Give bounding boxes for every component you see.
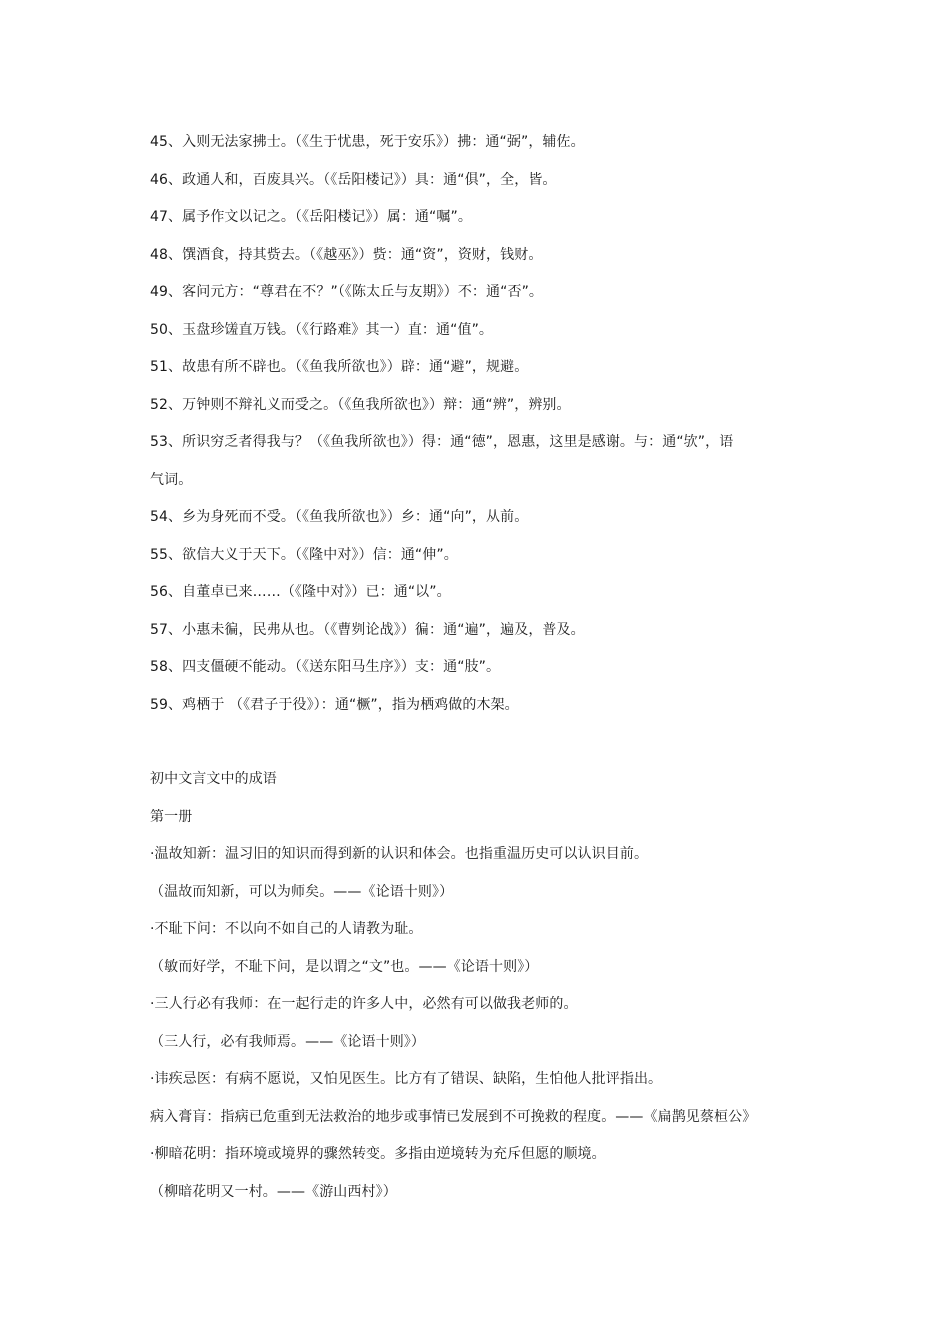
idiom-line: ·温故知新：温习旧的知识而得到新的认识和体会。也指重温历史可以认识目前。 — [150, 846, 649, 862]
list-item: 58、四支僵硬不能动。（《送东阳马生序》）支：通“肢”。 — [150, 659, 501, 675]
list-item: 50、玉盘珍馐直万钱。（《行路难》其一）直：通“值”。 — [150, 321, 494, 338]
list-item: 53、所识穷乏者得我与？（《鱼我所欲也》）得：通“德”，恩惠，这里是感谢。与：通“欤”，语 — [150, 434, 734, 450]
list-item: 46、政通人和，百废具兴。（《岳阳楼记》）具：通“俱”，全，皆。 — [150, 171, 557, 188]
list-item: 51、故患有所不辟也。（《鱼我所欲也》）辟：通“避”，规避。 — [150, 359, 529, 375]
section-spacer — [150, 724, 800, 761]
list-item: 57、小惠未徧，民弗从也。（《曹刿论战》）徧：通“遍”，遍及，普及。 — [150, 621, 585, 638]
document-page — [150, 124, 800, 1211]
list-item: 55、欲信大义于天下。（《隆中对》）信：通“伸”。 — [150, 546, 458, 563]
idiom-source-line: （三人行，必有我师焉。——《论语十则》） — [150, 1033, 425, 1050]
list-item: 49、客问元方：“尊君在不？”（《陈太丘与友期》）不：通“否”。 — [150, 284, 544, 300]
idiom-line: ·不耻下问：不以向不如自己的人请教为耻。 — [150, 921, 423, 937]
idioms-section — [150, 761, 800, 1211]
list-item: 52、万钟则不辩礼义而受之。（《鱼我所欲也》）辩：通“辨”，辨别。 — [150, 396, 571, 413]
list-item: 47、属予作文以记之。（《岳阳楼记》）属：通“嘱”。 — [150, 209, 472, 225]
list-item: 54、乡为身死而不受。（《鱼我所欲也》）乡：通“向”，从前。 — [150, 509, 529, 525]
idiom-line: ·柳暗花明：指环境或境界的骤然转变。多指由逆境转为充斥但愿的顺境。 — [150, 1146, 606, 1162]
idiom-line: ·三人行必有我师：在一起行走的许多人中，必然有可以做我老师的。 — [150, 996, 578, 1012]
idiom-line: ·讳疾忌医：有病不愿说，又怕见医生。比方有了错误、缺陷，生怕他人批评指出。 — [150, 1071, 663, 1087]
idiom-source-line: （温故而知新，可以为师矣。——《论语十则》） — [150, 883, 454, 900]
idiom-source-line: （柳暗花明又一村。——《游山西村》） — [150, 1183, 397, 1200]
volume-heading: 第一册 — [150, 808, 193, 825]
tongjiazi-list — [150, 124, 800, 724]
list-item-continuation: 气词。 — [150, 471, 193, 488]
section-title: 初中文言文中的成语 — [150, 771, 277, 787]
idiom-source-line: （敏而好学，不耻下问，是以谓之“文”也。——《论语十则》） — [150, 958, 539, 975]
idiom-line: 病入膏肓：指病已危重到无法救治的地步或事情已发展到不可挽救的程度。——《扁鹊见蔡桓公》 — [150, 1108, 757, 1125]
list-item: 59、鸡栖于 （《君子于役》）：通“橛”，指为栖鸡做的木架。 — [150, 696, 519, 713]
list-item: 48、馔酒食，持其赀去。（《越巫》）赀：通“资”，资财，钱财。 — [150, 246, 543, 263]
list-item: 45、入则无法家拂士。（《生于忧患，死于安乐》）拂：通“弼”，辅佐。 — [150, 134, 585, 150]
list-item: 56、自董卓已来……（《隆中对》）已：通“以”。 — [150, 584, 451, 600]
